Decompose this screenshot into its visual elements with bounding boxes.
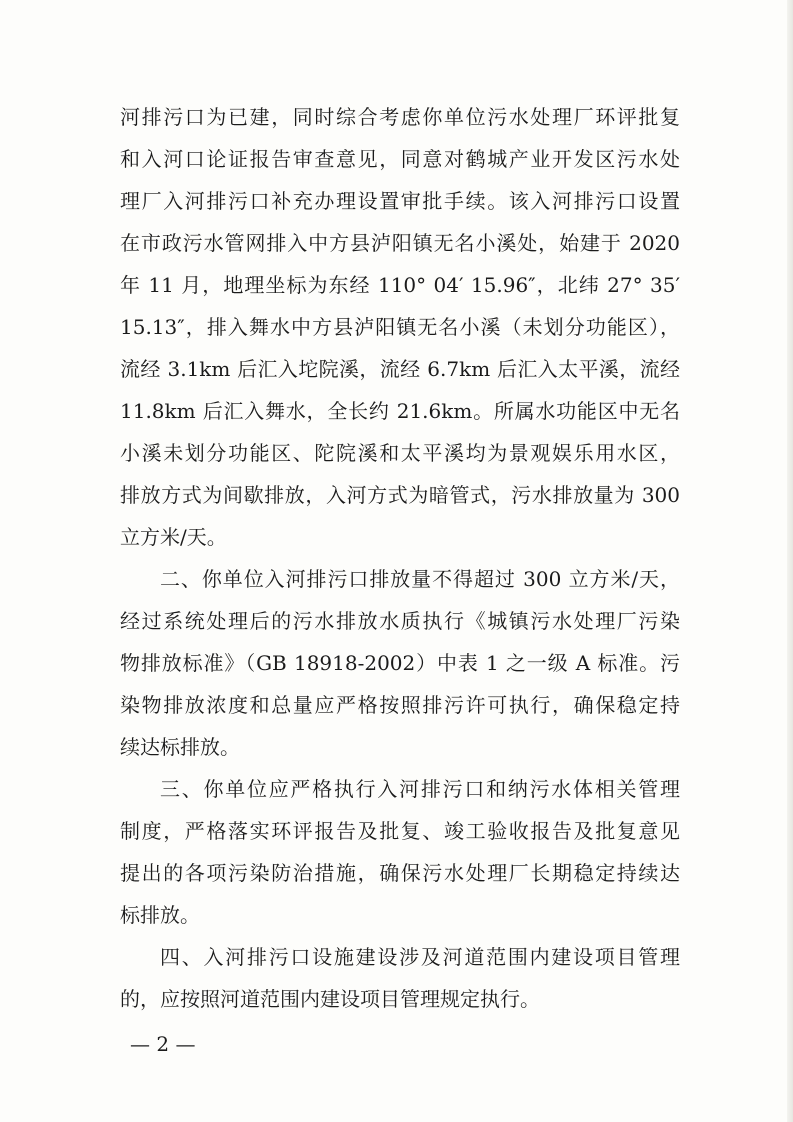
paragraph-1-line-11: 立方米/天。 — [120, 525, 227, 549]
paragraph-1-line-10: 排放方式为间歇排放，入河方式为暗管式，污水排放量为 300 — [120, 483, 680, 507]
paragraph-2-line-1: 二、你单位入河排污口排放量不得超过 300 立方米/天， — [160, 567, 680, 591]
paragraph-3-line-1: 三、你单位应严格执行入河排污口和纳污水体相关管理 — [160, 777, 680, 801]
paragraph-3-line-3: 提出的各项污染防治措施，确保污水处理厂长期稳定持续达 — [120, 861, 680, 885]
page-number: — 2 — — [130, 1032, 196, 1056]
paragraph-2-line-2: 经过系统处理后的污水排放水质执行《城镇污水处理厂污染 — [120, 609, 680, 633]
paragraph-2-line-4: 染物排放浓度和总量应严格按照排污许可执行，确保稳定持 — [120, 693, 680, 717]
paragraph-4-line-2: 的，应按照河道范围内建设项目管理规定执行。 — [120, 987, 540, 1011]
paragraph-1-line-9: 小溪未划分功能区、陀院溪和太平溪均为景观娱乐用水区， — [120, 441, 680, 465]
paragraph-4-line-1: 四、入河排污口设施建设涉及河道范围内建设项目管理 — [160, 945, 680, 969]
paragraph-3-line-2: 制度，严格落实环评报告及批复、竣工验收报告及批复意见 — [120, 819, 680, 843]
paragraph-1-line-3: 理厂入河排污口补充办理设置审批手续。该入河排污口设置 — [120, 189, 680, 213]
paragraph-3-line-4: 标排放。 — [120, 903, 200, 927]
scan-edge — [787, 0, 793, 1122]
paragraph-1-line-4: 在市政污水管网排入中方县泸阳镇无名小溪处，始建于 2020 — [120, 231, 680, 255]
paragraph-2-line-5: 续达标排放。 — [120, 735, 240, 759]
paragraph-1-line-1: 河排污口为已建，同时综合考虑你单位污水处理厂环评批复 — [120, 105, 680, 129]
paragraph-1-line-5: 年 11 月，地理坐标为东经 110° 04′ 15.96″，北纬 27° 35′ — [120, 273, 680, 297]
paragraph-1-line-7: 流经 3.1km 后汇入坨院溪，流经 6.7km 后汇入太平溪，流经 — [120, 357, 680, 381]
paragraph-1-line-8: 11.8km 后汇入舞水，全长约 21.6km。所属水功能区中无名 — [120, 399, 680, 423]
paragraph-2-line-3: 物排放标准》（GB 18918-2002）中表 1 之一级 A 标准。污 — [120, 651, 680, 675]
paragraph-1-line-2: 和入河口论证报告审查意见，同意对鹤城产业开发区污水处 — [120, 147, 680, 171]
paragraph-1-line-6: 15.13″，排入舞水中方县泸阳镇无名小溪（未划分功能区）， — [120, 315, 680, 339]
